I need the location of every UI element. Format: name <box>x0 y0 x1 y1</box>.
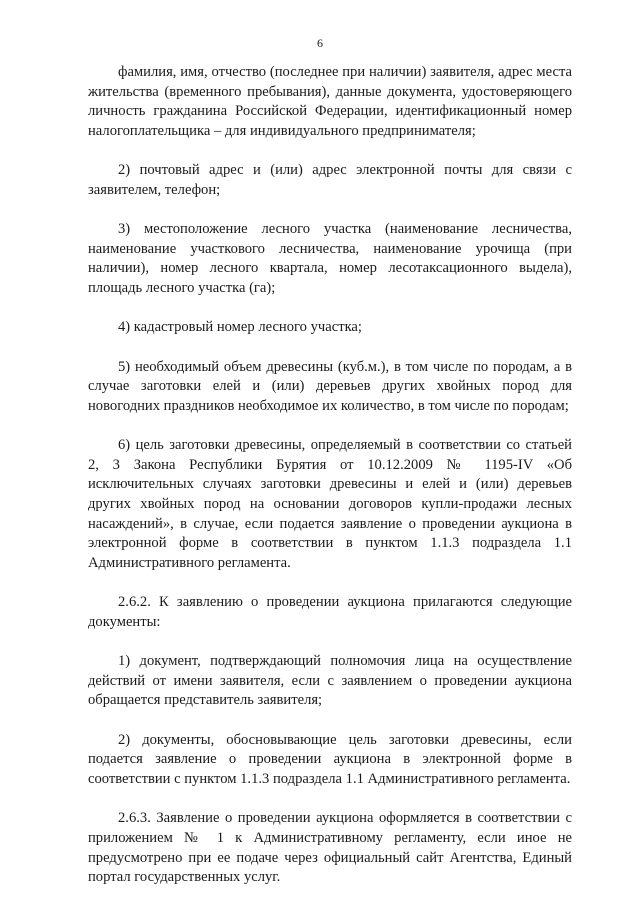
paragraph-applicant-details: фамилия, имя, отчество (последнее при наличии) заявителя, адрес места жительства (временного пребывания), данные документа, удостоверяющего личность гражданина Российской Федерации, идентификационный номер налогоплательщика – для индивидуального предпринимателя; <box>88 64 572 139</box>
paragraph-section-2-6-3: 2.6.3. Заявление о проведении аукциона оформляется в соответствии с приложением № 1 к Административному регламенту, если иное не предусмотрено при ее подаче через официальный сайт Агентства, Единый портал государственных услуг. <box>88 810 572 886</box>
paragraph-cadastral-number: 4) кадастровый номер лесного участка; <box>118 319 362 336</box>
paragraph-purpose-documents: 2) документы, обосновывающие цель заготовки древесины, если подается заявление о проведении аукциона в электронной форме в соответствии с пунктом 1.1.3 подраздела 1.1 Административного регламента. <box>88 731 572 787</box>
paragraph-postal-address: 2) почтовый адрес и (или) адрес электронной почты для связи с заявителем, телефон; <box>88 162 572 198</box>
paragraph-forest-location: 3) местоположение лесного участка (наименование лесничества, наименование участкового лесничества, наименование урочища (при наличии), номер лесного квартала, номер лесотаксационного выдела), площадь лесного участка (га); <box>88 221 572 296</box>
paragraph-authority-document: 1) документ, подтверждающий полномочия лица на осуществление действий от имени заявителя, если с заявлением о проведении аукциона обращается представитель заявителя; <box>88 653 572 709</box>
document-body <box>88 63 572 908</box>
paragraph-wood-volume: 5) необходимый объем древесины (куб.м.), в том числе по породам, а в случае заготовки елей и (или) деревьев других хвойных пород для новогодних праздников необходимое их количество, в том числе по породам; <box>88 358 572 414</box>
paragraph-section-2-6-2: 2.6.2. К заявлению о проведении аукциона прилагаются следующие документы: <box>88 594 572 630</box>
paragraph-harvest-purpose: 6) цель заготовки древесины, определяемый в соответствии со статьей 2, 3 Закона Республики Бурятия от 10.12.2009 № 1195-IV «Об исключительных случаях заготовки древесины и елей и (или) деревьев других хвойных пород на основании договоров купли-продажи лесных насаждений», в случае, если подается заявление о проведении аукциона в электронной форме в соответствии в пунктом 1.1.3 подраздела 1.1 Административного регламента. <box>88 437 572 571</box>
page-number: 6 <box>317 36 323 50</box>
